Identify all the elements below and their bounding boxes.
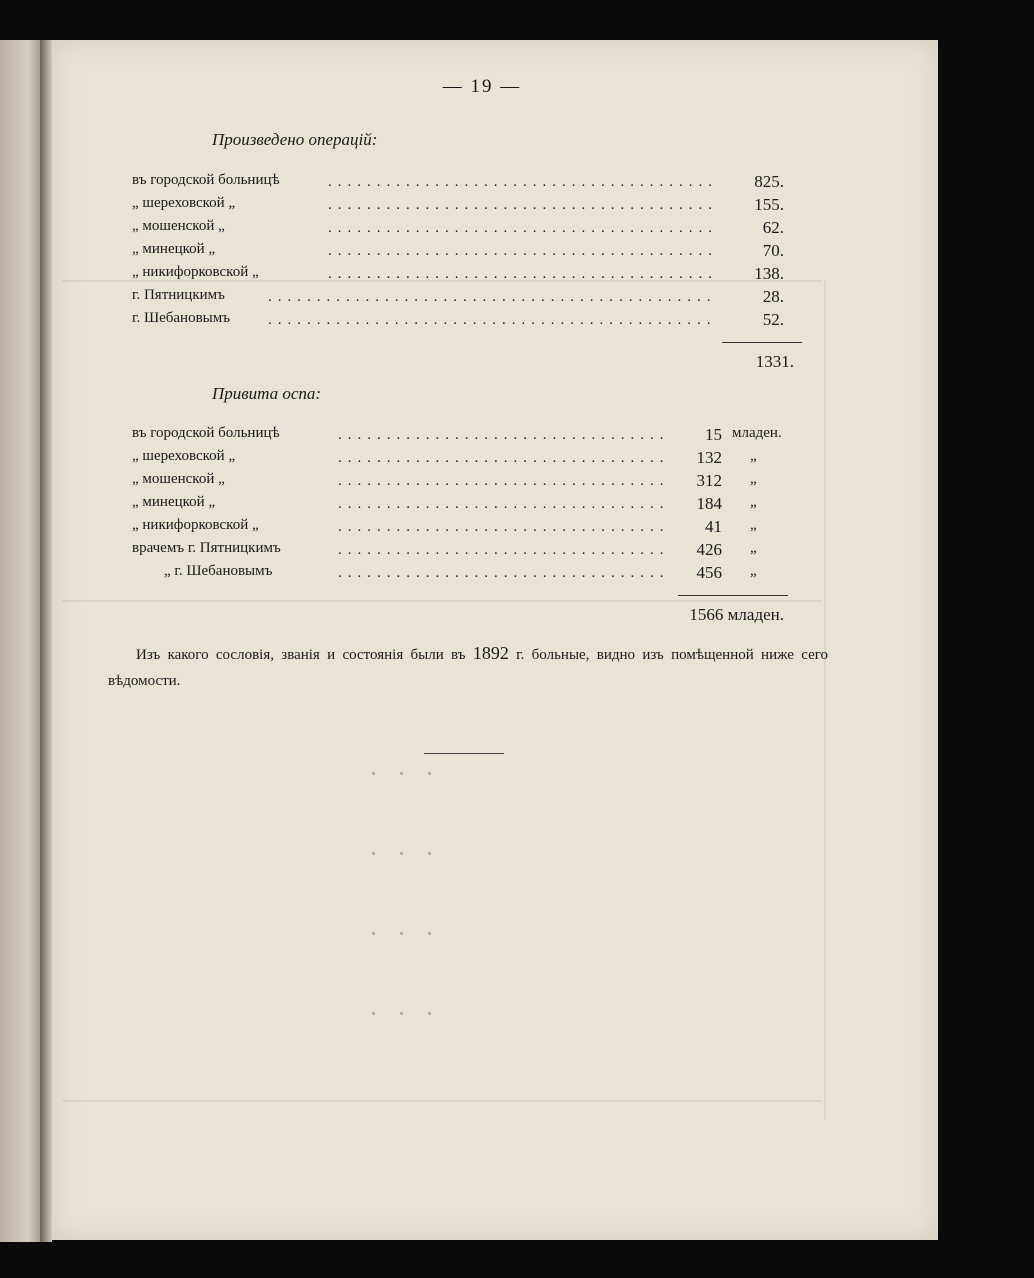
vaccination-unit: „ — [750, 471, 757, 487]
vaccination-row — [132, 517, 792, 539]
sum-rule — [678, 595, 788, 596]
operation-value: 825. — [754, 172, 784, 191]
vaccination-row — [132, 494, 792, 516]
sum-rule — [722, 342, 802, 343]
vaccination-value: 426 — [696, 540, 722, 559]
vaccination-unit: „ — [750, 517, 757, 533]
book-spine — [40, 40, 52, 1242]
vaccination-label: „ шереховской „ — [132, 448, 236, 464]
leader-dots: .................................. — [338, 565, 670, 581]
bleed-through-dot — [400, 932, 403, 935]
operation-value: 138. — [754, 264, 784, 283]
bleed-through-dot — [372, 1012, 375, 1015]
bleed-through-line — [62, 600, 822, 602]
operations-title: Произведено операцій: — [212, 130, 378, 149]
bleed-through-line — [824, 280, 826, 1120]
bleed-through-dot — [400, 852, 403, 855]
leader-dots: ........................................ — [328, 243, 718, 259]
left-page-edge — [0, 40, 40, 1242]
vaccination-unit: „ — [750, 494, 757, 510]
bleed-through-dot — [372, 772, 375, 775]
vaccination-row — [132, 425, 792, 447]
operation-label: „ никифорковской „ — [132, 264, 259, 280]
leader-dots: ........................................ — [328, 197, 718, 213]
page-number: — 19 — — [442, 76, 522, 97]
operation-row — [132, 172, 792, 194]
bleed-through-line — [62, 1100, 822, 1102]
vaccination-label: „ минецкой „ — [132, 494, 216, 510]
paragraph-text-start: Изъ какого сословія, званія и состоянія были въ — [136, 647, 466, 663]
operation-label: въ городской больницѣ — [132, 172, 280, 188]
vaccination-value: 456 — [696, 563, 722, 582]
bleed-through-dot — [428, 932, 431, 935]
paragraph-year: 1892 — [472, 643, 509, 663]
operation-label: г. Пятницкимъ — [132, 287, 225, 303]
bleed-through-dot — [428, 1012, 431, 1015]
bleed-through-dot — [400, 772, 403, 775]
operation-value: 28. — [762, 287, 784, 306]
vaccination-row — [132, 448, 792, 470]
vaccination-value: 15 — [705, 425, 722, 444]
leader-dots: .............................................. — [268, 312, 717, 328]
vaccination-label: въ городской больницѣ — [132, 425, 280, 441]
leader-dots: .................................. — [338, 450, 670, 466]
bleed-through-dot — [372, 852, 375, 855]
operation-value: 70. — [762, 241, 784, 260]
leader-dots: .............................................. — [268, 289, 717, 305]
operation-value: 52. — [762, 310, 784, 329]
operation-label: г. Шебановымъ — [132, 310, 230, 326]
operation-label: „ шереховской „ — [132, 195, 236, 211]
vaccination-value: 132 — [696, 448, 722, 467]
summary-paragraph — [108, 640, 828, 694]
bleed-through-dot — [400, 1012, 403, 1015]
document-page — [52, 40, 938, 1240]
operation-row — [132, 195, 792, 217]
vaccination-label: врачемъ г. Пятницкимъ — [132, 540, 281, 556]
vaccination-value: 312 — [696, 471, 722, 490]
vaccination-label: „ г. Шебановымъ — [164, 563, 273, 579]
operation-value: 155. — [754, 195, 784, 214]
vaccination-label: „ мошенской „ — [132, 471, 225, 487]
leader-dots: ........................................ — [328, 266, 718, 282]
leader-dots: ........................................ — [328, 220, 718, 236]
operation-label: „ минецкой „ — [132, 241, 216, 257]
operation-row — [132, 264, 792, 286]
leader-dots: .................................. — [338, 542, 670, 558]
paragraph-text-end: г. больные, видно изъ помѣщенной ниже сего вѣдомости. — [108, 647, 829, 689]
bleed-through-dot — [428, 772, 431, 775]
operation-row — [132, 218, 792, 240]
leader-dots: .................................. — [338, 473, 670, 489]
operation-row — [132, 287, 792, 309]
bleed-through-dot — [372, 932, 375, 935]
vaccination-value: 41 — [705, 517, 722, 536]
leader-dots: ........................................ — [328, 174, 718, 190]
operations-total: 1331. — [755, 352, 794, 371]
leader-dots: .................................. — [338, 519, 670, 535]
operation-row — [132, 310, 792, 332]
bleed-through-dot — [428, 852, 431, 855]
operation-label: „ мошенской „ — [132, 218, 225, 234]
vaccination-value: 184 — [696, 494, 722, 513]
vaccination-unit: младен. — [732, 425, 782, 441]
vaccination-unit: „ — [750, 563, 757, 579]
vaccination-total: 1566 младен. — [689, 605, 784, 624]
vaccination-row — [132, 540, 792, 562]
operation-value: 62. — [762, 218, 784, 237]
vaccination-row — [164, 563, 792, 585]
section-divider — [424, 753, 504, 754]
vaccination-unit: „ — [750, 448, 757, 464]
leader-dots: .................................. — [338, 496, 670, 512]
vaccination-title: Привита оспа: — [212, 384, 322, 403]
operation-row — [132, 241, 792, 263]
leader-dots: .................................. — [338, 427, 670, 443]
vaccination-row — [132, 471, 792, 493]
vaccination-unit: „ — [750, 540, 757, 556]
vaccination-label: „ никифорковской „ — [132, 517, 259, 533]
